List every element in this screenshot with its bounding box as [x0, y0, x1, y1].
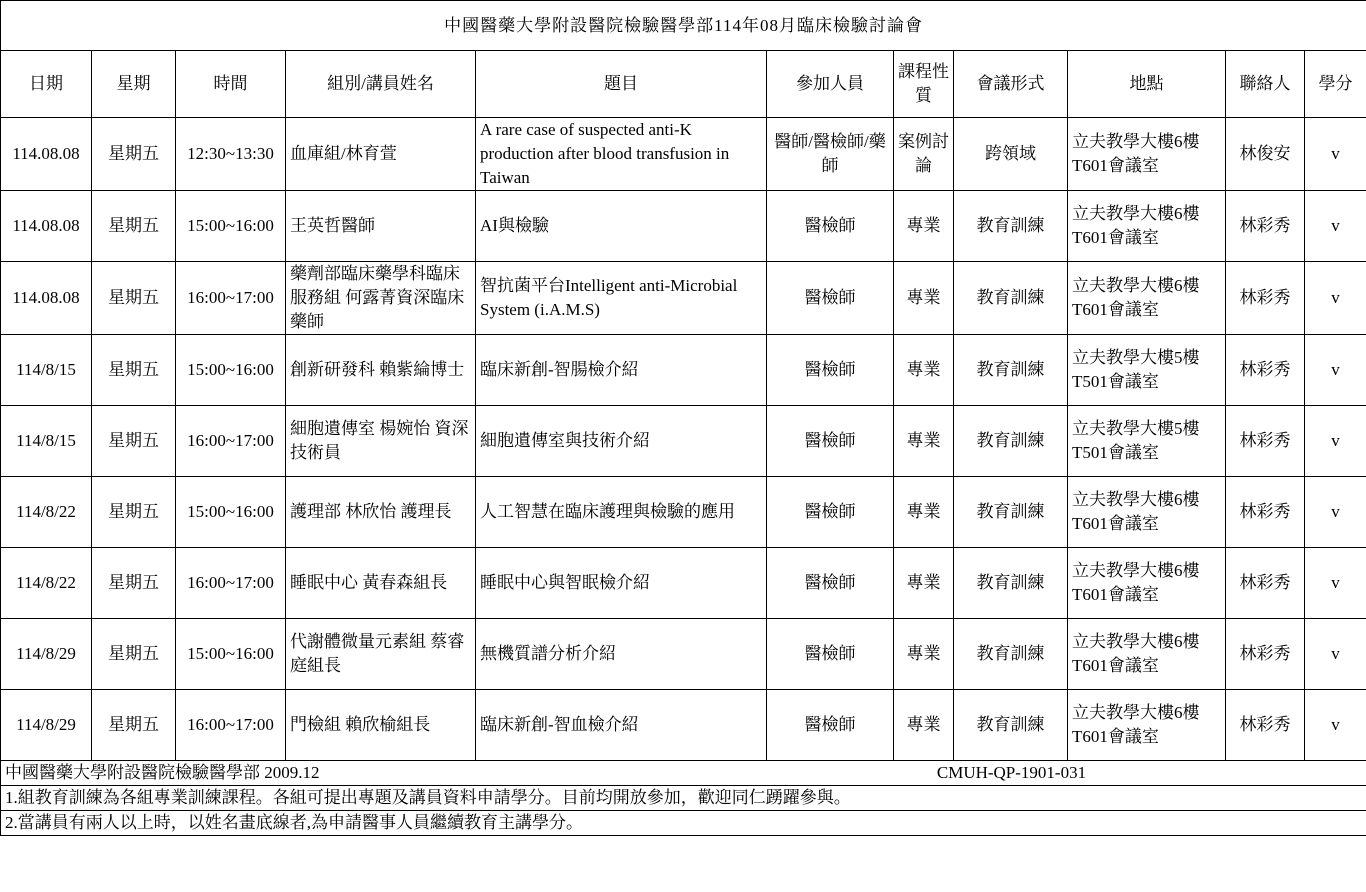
cell-format: 教育訓練: [954, 619, 1068, 690]
cell-location: 立夫教學大樓6樓T601會議室: [1068, 191, 1226, 262]
cell-speaker: 血庫組/林育萱: [286, 118, 476, 191]
cell-attendees: 醫檢師: [767, 477, 894, 548]
table-row: [1, 619, 1366, 690]
header-credit: 學分: [1305, 51, 1366, 118]
cell-contact: 林彩秀: [1226, 191, 1305, 262]
cell-format: 跨領域: [954, 118, 1068, 191]
header-location: 地點: [1068, 51, 1226, 118]
header-topic: 題目: [476, 51, 767, 118]
cell-date: 114/8/29: [1, 690, 92, 761]
table-row: [1, 548, 1366, 619]
cell-course-type: 專業: [894, 191, 954, 262]
cell-course-type: 專業: [894, 477, 954, 548]
cell-course-type: 專業: [894, 406, 954, 477]
cell-credit: v: [1305, 335, 1366, 406]
cell-credit: v: [1305, 477, 1366, 548]
cell-contact: 林彩秀: [1226, 335, 1305, 406]
cell-contact: 林彩秀: [1226, 406, 1305, 477]
cell-format: 教育訓練: [954, 262, 1068, 335]
cell-time: 15:00~16:00: [176, 477, 286, 548]
cell-time: 15:00~16:00: [176, 191, 286, 262]
cell-weekday: 星期五: [92, 118, 176, 191]
cell-credit: v: [1305, 191, 1366, 262]
cell-weekday: 星期五: [92, 406, 176, 477]
header-time: 時間: [176, 51, 286, 118]
header-weekday: 星期: [92, 51, 176, 118]
footer-code: CMUH-QP-1901-031: [936, 763, 1087, 782]
cell-time: 15:00~16:00: [176, 619, 286, 690]
cell-time: 12:30~13:30: [176, 118, 286, 191]
cell-format: 教育訓練: [954, 191, 1068, 262]
cell-course-type: 案例討論: [894, 118, 954, 191]
cell-format: 教育訓練: [954, 548, 1068, 619]
cell-attendees: 醫檢師: [767, 335, 894, 406]
cell-weekday: 星期五: [92, 335, 176, 406]
cell-topic: 細胞遺傳室與技術介紹: [476, 406, 767, 477]
cell-course-type: 專業: [894, 548, 954, 619]
cell-speaker: 王英哲醫師: [286, 191, 476, 262]
cell-credit: v: [1305, 118, 1366, 191]
header-row: [1, 51, 1366, 118]
cell-date: 114/8/29: [1, 619, 92, 690]
header-course-type: 課程性質: [894, 51, 954, 118]
cell-speaker: 門檢組 賴欣榆組長: [286, 690, 476, 761]
cell-topic: 智抗菌平台Intelligent anti-Microbial System (i.A.M.S): [476, 262, 767, 335]
cell-attendees: 醫檢師: [767, 406, 894, 477]
cell-weekday: 星期五: [92, 690, 176, 761]
cell-weekday: 星期五: [92, 262, 176, 335]
footer-org: 中國醫藥大學附設醫院檢驗醫學部 2009.12: [5, 763, 320, 782]
table-row: [1, 118, 1366, 191]
cell-attendees: 醫檢師: [767, 619, 894, 690]
cell-date: 114/8/15: [1, 335, 92, 406]
cell-time: 16:00~17:00: [176, 262, 286, 335]
cell-location: 立夫教學大樓6樓T601會議室: [1068, 262, 1226, 335]
cell-speaker: 藥劑部臨床藥學科臨床服務組 何露菁資深臨床藥師: [286, 262, 476, 335]
table-row: [1, 262, 1366, 335]
cell-weekday: 星期五: [92, 477, 176, 548]
cell-credit: v: [1305, 406, 1366, 477]
cell-speaker: 睡眠中心 黃春森組長: [286, 548, 476, 619]
footer-note-2: 2.當講員有兩人以上時，以姓名畫底線者,為申請醫事人員繼續教育主講學分。: [1, 811, 1366, 836]
cell-contact: 林彩秀: [1226, 690, 1305, 761]
cell-contact: 林彩秀: [1226, 619, 1305, 690]
cell-attendees: 醫師/醫檢師/藥師: [767, 118, 894, 191]
cell-location: 立夫教學大樓6樓T601會議室: [1068, 118, 1226, 191]
table-row: [1, 477, 1366, 548]
cell-course-type: 專業: [894, 262, 954, 335]
cell-speaker: 代謝體微量元素組 蔡睿庭組長: [286, 619, 476, 690]
cell-format: 教育訓練: [954, 690, 1068, 761]
cell-topic: 人工智慧在臨床護理與檢驗的應用: [476, 477, 767, 548]
cell-course-type: 專業: [894, 690, 954, 761]
cell-location: 立夫教學大樓6樓T601會議室: [1068, 477, 1226, 548]
cell-contact: 林彩秀: [1226, 262, 1305, 335]
cell-topic: A rare case of suspected anti-K production after blood transfusion in Taiwan: [476, 118, 767, 191]
cell-location: 立夫教學大樓6樓T601會議室: [1068, 548, 1226, 619]
cell-weekday: 星期五: [92, 548, 176, 619]
cell-course-type: 專業: [894, 619, 954, 690]
table-row: [1, 335, 1366, 406]
cell-location: 立夫教學大樓6樓T601會議室: [1068, 690, 1226, 761]
header-date: 日期: [1, 51, 92, 118]
cell-format: 教育訓練: [954, 477, 1068, 548]
cell-contact: 林彩秀: [1226, 477, 1305, 548]
cell-location: 立夫教學大樓5樓T501會議室: [1068, 406, 1226, 477]
cell-time: 15:00~16:00: [176, 335, 286, 406]
cell-topic: 無機質譜分析介紹: [476, 619, 767, 690]
cell-credit: v: [1305, 548, 1366, 619]
cell-credit: v: [1305, 262, 1366, 335]
cell-attendees: 醫檢師: [767, 548, 894, 619]
footer-note-1: 1.組教育訓練為各組專業訓練課程。各組可提出專題及講員資料申請學分。目前均開放參加，歡迎同仁踴躍參與。: [1, 786, 1366, 811]
header-speaker: 組別/講員姓名: [286, 51, 476, 118]
cell-credit: v: [1305, 619, 1366, 690]
cell-time: 16:00~17:00: [176, 406, 286, 477]
cell-speaker: 護理部 林欣怡 護理長: [286, 477, 476, 548]
table-row: [1, 191, 1366, 262]
cell-attendees: 醫檢師: [767, 690, 894, 761]
cell-speaker: 細胞遺傳室 楊婉怡 資深技術員: [286, 406, 476, 477]
cell-format: 教育訓練: [954, 406, 1068, 477]
cell-date: 114.08.08: [1, 118, 92, 191]
header-contact: 聯絡人: [1226, 51, 1305, 118]
cell-topic: 臨床新創-智血檢介紹: [476, 690, 767, 761]
cell-topic: AI與檢驗: [476, 191, 767, 262]
cell-attendees: 醫檢師: [767, 262, 894, 335]
cell-contact: 林彩秀: [1226, 548, 1305, 619]
cell-date: 114/8/15: [1, 406, 92, 477]
cell-attendees: 醫檢師: [767, 191, 894, 262]
cell-speaker: 創新研發科 賴紫綸博士: [286, 335, 476, 406]
page-title: 中國醫藥大學附設醫院檢驗醫學部114年08月臨床檢驗討論會: [1, 1, 1366, 51]
cell-time: 16:00~17:00: [176, 548, 286, 619]
cell-topic: 臨床新創-智腸檢介紹: [476, 335, 767, 406]
cell-format: 教育訓練: [954, 335, 1068, 406]
cell-credit: v: [1305, 690, 1366, 761]
table-row: [1, 406, 1366, 477]
header-format: 會議形式: [954, 51, 1068, 118]
cell-date: 114.08.08: [1, 262, 92, 335]
cell-contact: 林俊安: [1226, 118, 1305, 191]
table-row: [1, 690, 1366, 761]
cell-time: 16:00~17:00: [176, 690, 286, 761]
cell-weekday: 星期五: [92, 191, 176, 262]
cell-date: 114.08.08: [1, 191, 92, 262]
header-attendees: 參加人員: [767, 51, 894, 118]
cell-location: 立夫教學大樓5樓T501會議室: [1068, 335, 1226, 406]
cell-date: 114/8/22: [1, 548, 92, 619]
cell-weekday: 星期五: [92, 619, 176, 690]
footer-line: [1, 761, 1366, 786]
cell-location: 立夫教學大樓6樓T601會議室: [1068, 619, 1226, 690]
cell-course-type: 專業: [894, 335, 954, 406]
cell-date: 114/8/22: [1, 477, 92, 548]
cell-topic: 睡眠中心與智眠檢介紹: [476, 548, 767, 619]
